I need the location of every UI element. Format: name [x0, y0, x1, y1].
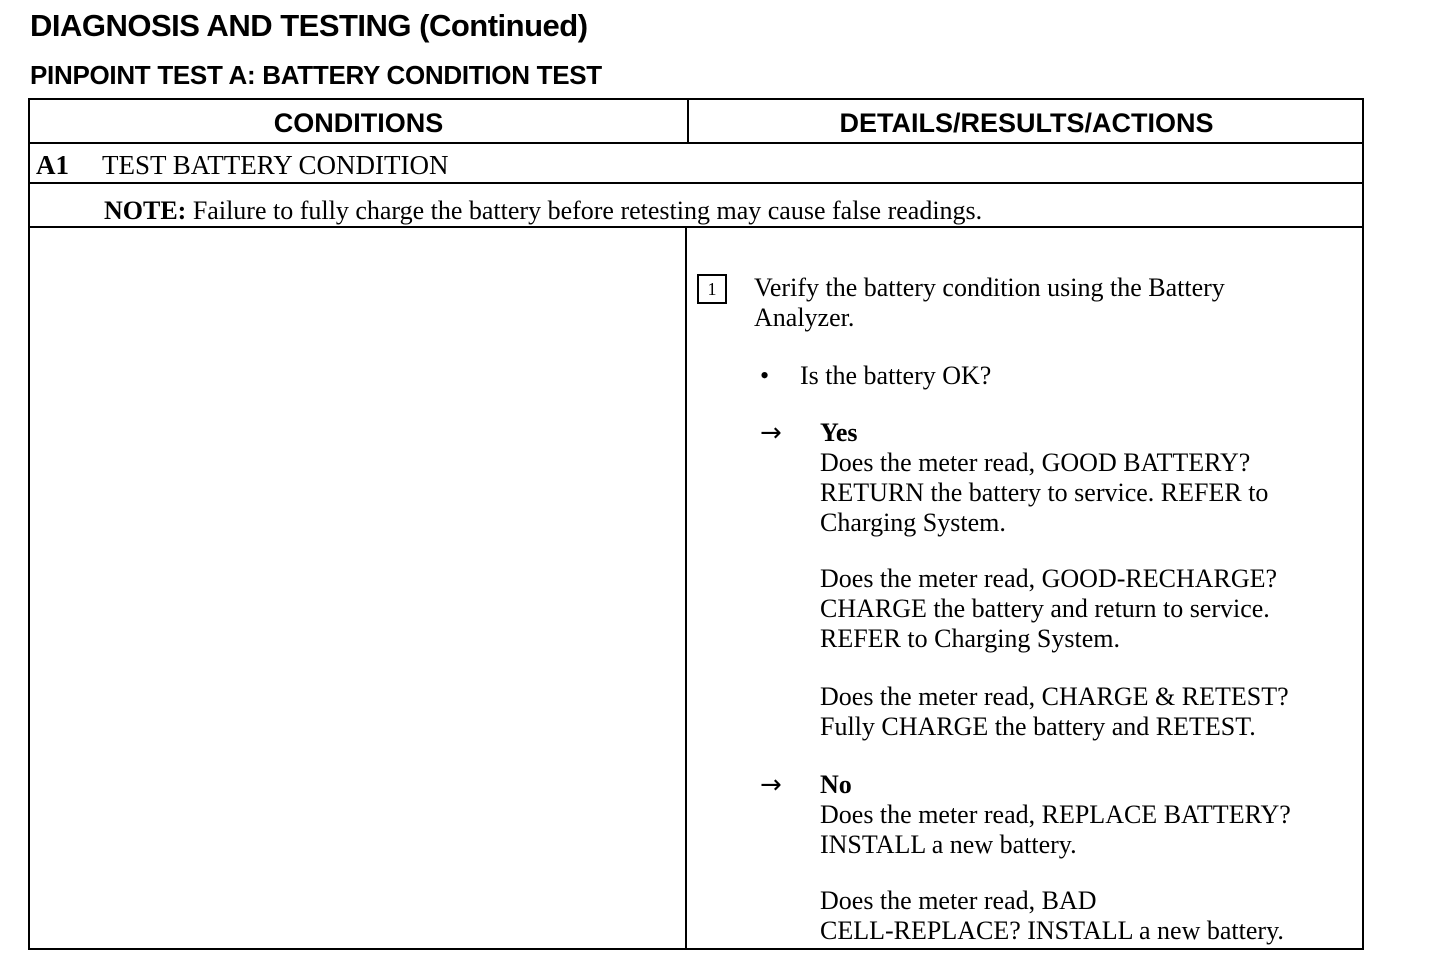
conditions-header: CONDITIONS	[273, 108, 444, 138]
result-line: Does the meter read, CHARGE & RETEST?	[820, 682, 1289, 711]
result-line: Charging System.	[820, 508, 1006, 537]
bullet-icon: •	[760, 361, 770, 390]
no-answer	[820, 770, 1291, 860]
result-line: INSTALL a new battery.	[820, 830, 1077, 859]
yes-answer	[820, 418, 1268, 538]
yes-result-block	[820, 564, 1277, 654]
yes-result-block	[820, 682, 1289, 742]
result-line: Does the meter read, GOOD BATTERY?	[820, 448, 1251, 477]
arrow-right-icon: →	[760, 418, 782, 448]
yes-label: Yes	[820, 418, 858, 447]
step-title: TEST BATTERY CONDITION	[102, 150, 449, 180]
result-line: CELL-REPLACE? INSTALL a new battery.	[820, 916, 1284, 945]
header-column-divider	[687, 100, 689, 142]
pinpoint-test-table	[28, 98, 1364, 950]
page-title: DIAGNOSIS AND TESTING (Continued)	[30, 8, 588, 43]
result-line: RETURN the battery to service. REFER to	[820, 478, 1269, 507]
result-line: Does the meter read, GOOD-RECHARGE?	[820, 564, 1278, 593]
instruction-line: Analyzer.	[754, 303, 855, 332]
instruction-line: Verify the battery condition using the Battery	[754, 273, 1225, 302]
step-number-box: 1	[697, 274, 727, 304]
result-line: Does the meter read, REPLACE BATTERY?	[820, 800, 1291, 829]
note-label: NOTE:	[104, 196, 187, 225]
no-label: No	[820, 770, 852, 799]
arrow-right-icon: →	[760, 770, 782, 800]
no-result-block	[820, 886, 1284, 946]
instruction	[754, 273, 1225, 333]
header-divider	[30, 142, 1362, 144]
note-row	[104, 196, 982, 226]
step-id: A1	[36, 150, 69, 180]
result-line: CHARGE the battery and return to service.	[820, 594, 1270, 623]
details-header: DETAILS/RESULTS/ACTIONS	[839, 108, 1214, 138]
step-divider	[30, 182, 1362, 184]
test-title: PINPOINT TEST A: BATTERY CONDITION TEST	[30, 60, 602, 90]
body-column-divider	[685, 228, 687, 950]
result-line: REFER to Charging System.	[820, 624, 1120, 653]
result-line: Does the meter read, BAD	[820, 886, 1097, 915]
result-line: Fully CHARGE the battery and RETEST.	[820, 712, 1256, 741]
note-divider	[30, 226, 1362, 228]
note-text: Failure to fully charge the battery before retesting may cause false readings.	[192, 196, 983, 225]
step-row	[36, 150, 449, 181]
question: Is the battery OK?	[800, 361, 992, 390]
